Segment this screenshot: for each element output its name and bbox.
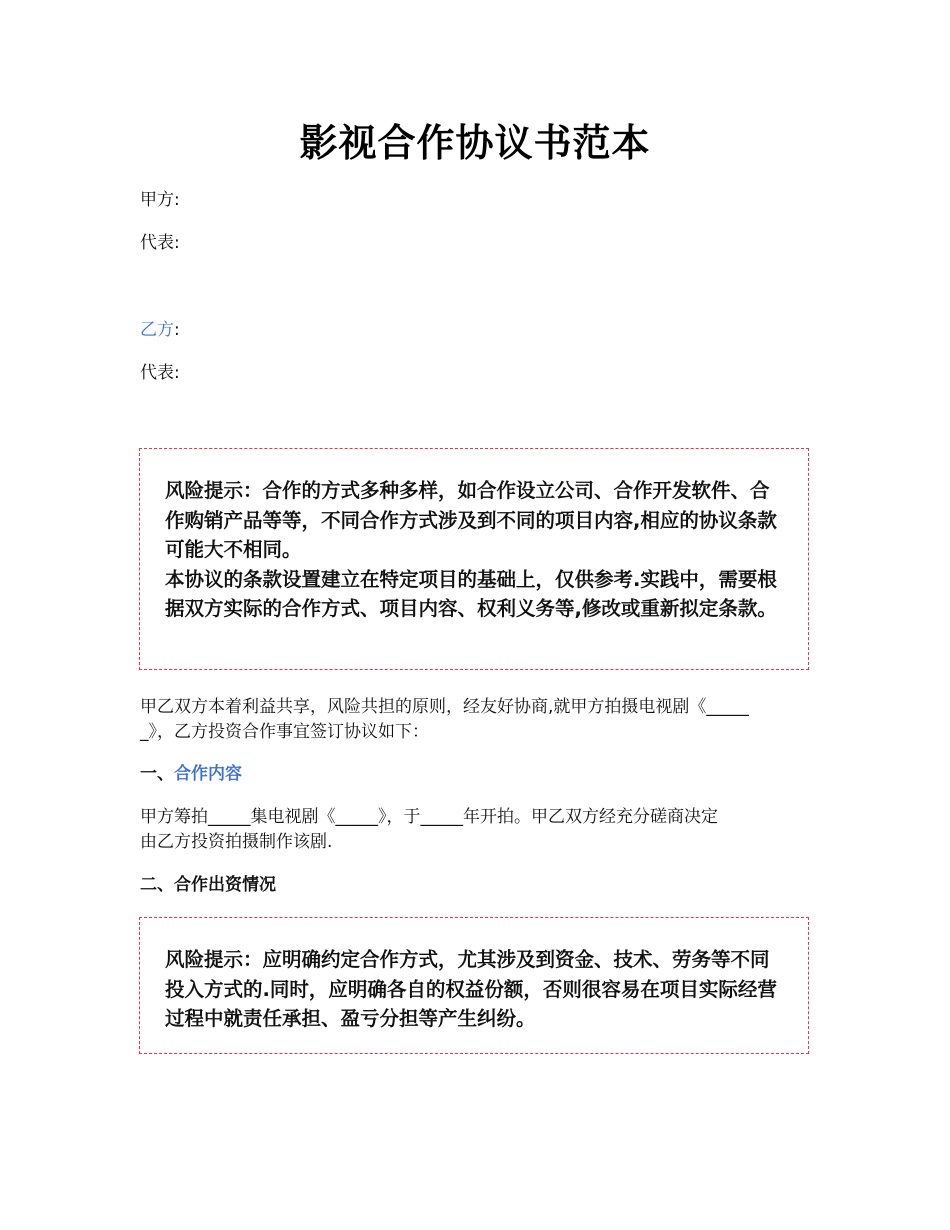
intro-paragraph-line-2: _》，乙方投资合作事宜签订协议如下： <box>140 722 429 742</box>
party-b-rep-line: 代表: <box>140 363 180 383</box>
section-1-number: 一、 <box>140 764 174 784</box>
party-a-line <box>140 188 180 212</box>
risk-notice-text-2: 风险提示：应明确约定合作方式，尤其涉及到资金、技术、劳务等不同投入方式的.同时，应明确各自的权益份额，否则很容易在项目实际经营过程中就责任承担、盈亏分担等产生纠纷。 <box>165 948 777 1030</box>
party-a-label: 甲方 <box>140 190 174 210</box>
intro-paragraph-line-1: 甲乙双方本着利益共享，风险共担的原则，经友好协商,就甲方拍摄电视剧《_____ <box>140 697 749 717</box>
section-1-title: 合作内容 <box>174 764 242 784</box>
document-title: 影视合作协议书范本 <box>299 121 651 165</box>
party-b-colon: : <box>174 320 180 340</box>
risk-notice-box-1 <box>139 448 809 670</box>
risk-notice-box-2 <box>139 917 809 1054</box>
section-1-body-line-1: 甲方筹拍_____集电视剧《_____》，于_____年开拍。甲乙双方经充分磋商决定 <box>140 807 718 827</box>
risk-notice-text-1: 风险提示：合作的方式多种多样，如合作设立公司、合作开发软件、合作购销产品等等，不同合作方式涉及到不同的项目内容,相应的协议条款可能大不相同。 <box>165 479 777 561</box>
party-a-colon: : <box>174 190 180 210</box>
party-a-rep-line: 代表: <box>140 233 180 253</box>
section-1-body-line-2: 由乙方投资拍摄制作该剧. <box>140 832 333 852</box>
party-b-label: 乙方 <box>140 320 174 340</box>
section-2-heading: 二、合作出资情况 <box>140 875 276 895</box>
section-1-heading <box>140 762 242 786</box>
party-b-line <box>140 318 180 342</box>
risk-notice-text-1b: 本协议的条款设置建立在特定项目的基础上，仅供参考.实践中，需要根据双方实际的合作方式、项目内容、权利义务等,修改或重新拟定条款。 <box>165 567 777 620</box>
